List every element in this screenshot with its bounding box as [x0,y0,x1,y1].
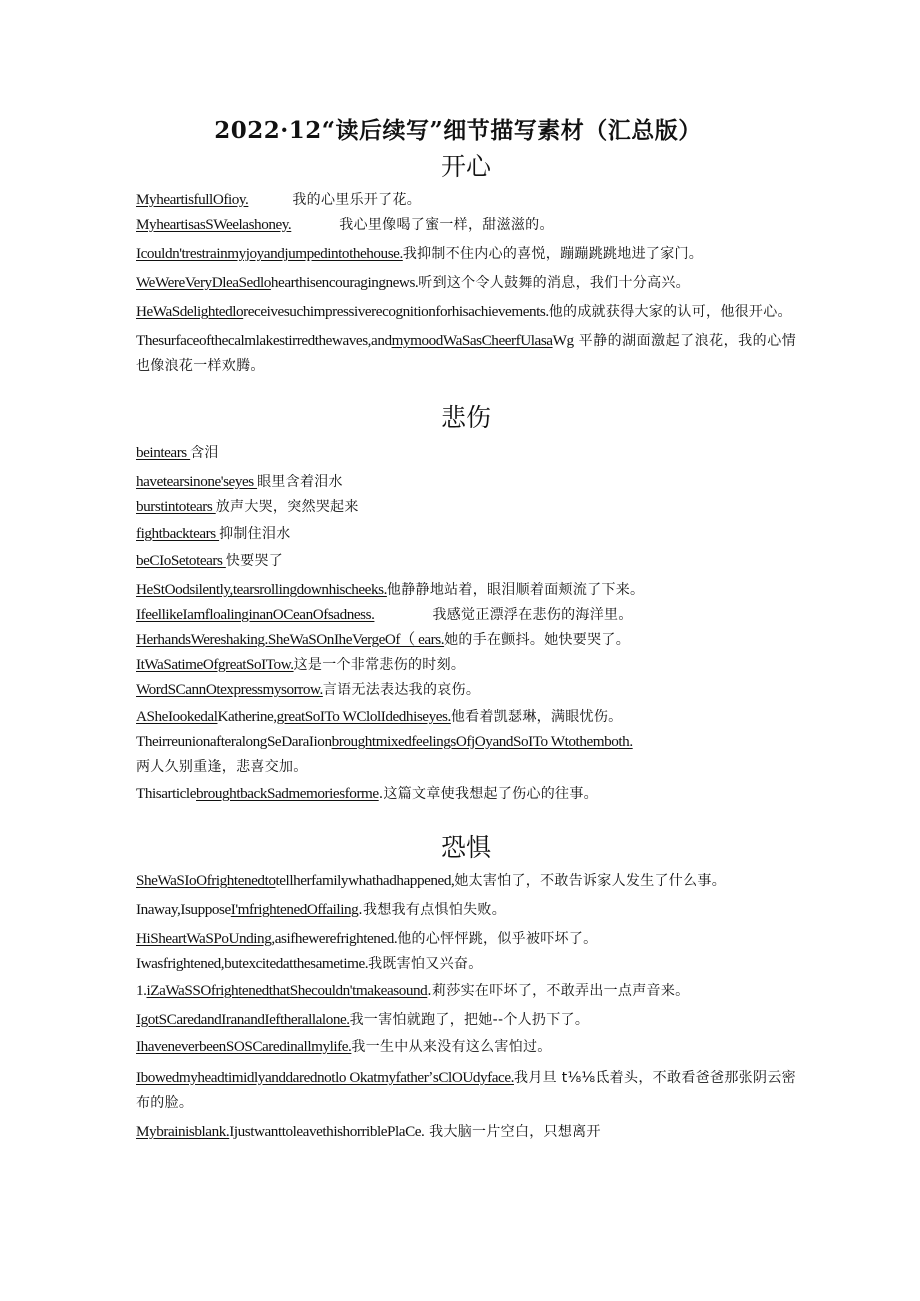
sad-phrase-1-en: beintears [136,444,191,461]
happy-line-6-cn: 平静的湖面激起了浪花，我的心情也像浪花一样欢腾。 [136,333,796,374]
fear-line-4-cn: 我既害怕又兴奋。 [368,956,483,972]
sad-phrase-5-en: beCIoSetotears [136,552,226,569]
sad-phrase-4-en: fightbacktears [136,525,220,542]
fear-line-3-underlined: HiSheartWaSPoUnding [136,930,272,947]
fear-line-7 [136,1034,796,1059]
sad-line-5-cn: 言语无法表达我的哀伤。 [322,682,481,698]
sad-phrase-2-cn: 眼里含着泪水 [257,474,343,490]
fear-line-7-cn: 我一生中从来没有这么害怕过。 [351,1039,552,1055]
fear-line-3-en: ,asifhewerefrightened. [271,930,398,947]
happy-line-4-en: hearthisencouragingnews. [270,274,419,291]
happy-line-6-underlined: mymoodWaSasCheerfUlasa [391,332,553,349]
fear-line-9 [136,1119,796,1144]
sad-line-6-cn: 他看着凯瑟琳，满眼忧伤。 [450,709,623,725]
sad-phrase-3 [136,494,796,519]
section-heading-fear: 恐惧 [440,833,491,862]
fear-line-9-underlined: Mybrainisblank. [136,1123,230,1140]
fear-line-4 [136,951,796,976]
sad-line-7-cn: 两人久别重逢，悲喜交加。 [136,759,308,775]
fear-line-2 [136,897,796,922]
sad-line-4-cn: 这是一个非常悲伤的时刻。 [293,657,466,673]
sad-phrase-4-cn: 抑制住泪水 [219,526,291,542]
fear-line-1-cn: 她太害怕了，不敢告诉家人发生了什么事。 [454,873,727,889]
sad-line-3-cn: 她的手在颤抖。她快要哭了。 [444,632,630,648]
sad-line-2-cn: 我感觉正漂浮在悲伤的海洋里。 [432,607,633,623]
sad-line-6-underlined-1: ASheIookedal [136,708,218,725]
happy-line-5 [136,299,796,324]
happy-line-3 [136,241,796,266]
fear-line-1-en: tellherfamilywhathadhappened, [275,872,455,889]
fear-line-8 [136,1065,796,1115]
happy-line-2 [136,212,796,237]
happy-line-1 [136,187,796,212]
sad-line-5-en: WordSCannOtexpressmysorrow. [136,681,323,698]
sad-line-8 [136,781,796,806]
document-title: 2022·12“读后续写”细节描写素材（汇总版） [214,117,702,144]
sad-line-8-en: Thisarticle [136,785,196,802]
sad-phrase-3-en: burstintotears [136,498,216,515]
fear-line-5-cn: .莉莎实在吓坏了，不敢弄出一点声音来。 [427,983,690,999]
sad-line-8-underlined: broughtbackSadmemoriesforme [196,785,379,802]
happy-line-3-en: Icouldn'trestrainmyjoyandjumpedintothehouse. [136,245,403,262]
sad-line-5 [136,677,796,702]
sad-line-1-en: HeStOodsilently,tearsrollingdownhischeeks. [136,581,387,598]
fear-line-6-cn: 我一害怕就跑了，把她--个人扔下了。 [349,1012,590,1028]
sad-phrase-1 [136,440,796,465]
happy-line-4-cn: 听到这个令人鼓舞的消息，我们十分高兴。 [418,275,690,291]
happy-line-4 [136,270,796,295]
sad-line-7-underlined: broughtmixedfeelingsOfjOyandSoITo Wtothemboth. [331,733,633,750]
fear-line-2-cn: .我想我有点惧怕失败。 [358,902,507,918]
sad-line-7 [136,729,796,779]
happy-line-2-cn: 我心里像喝了蜜一样，甜滋滋的。 [339,217,554,233]
fear-line-2-underlined: I'mfrightenedOffailing [230,901,359,918]
sad-phrase-3-cn: 放声大哭，突然哭起来 [215,499,359,515]
sad-line-3-en: HerhandsWereshaking.SheWaSOnIheVergeOf（ ears. [136,631,445,648]
sad-phrase-1-cn: 含泪 [190,445,219,461]
fear-line-6 [136,1007,796,1032]
sad-line-2 [136,602,796,627]
sad-line-3 [136,627,796,652]
fear-line-5-underlined: iZaWaSSOfrightenedthatShecouldn'tmakeasound [146,982,428,999]
fear-line-8-en: Ibowedmyheadtimidlyanddarednotlo OkatmyfatherʼsClOUdyface. [136,1069,514,1086]
fear-line-8-cn: 我月旦 t⅛⅛氐着头，不敢看爸爸那张阴云密布的脸。 [136,1070,796,1111]
fear-line-1 [136,868,796,893]
fear-line-9-cn: 我大脑一片空白，只想离开 [424,1124,601,1140]
fear-line-2-en: Inaway,Isuppose [136,901,231,918]
sad-line-8-cn: .这篇文章使我想起了伤心的往事。 [378,786,598,802]
happy-line-6-en: Thesurfaceofthecalmlakestirredthewaves,and [136,332,392,349]
fear-line-9-en: IjustwanttoleavethishorriblePlaCe. [229,1123,425,1140]
sad-line-4 [136,652,796,677]
sad-line-7-en: TheirreunionafteralongSeDaraIion [136,733,332,750]
happy-line-5-en: receivesuchimpressiverecognitionforhisachievements. [243,303,549,320]
sad-phrase-5-cn: 快要哭了 [225,553,284,569]
sad-phrase-2-en: havetearsinone'seyes [136,473,258,490]
section-heading-happy: 开心 [440,152,491,181]
fear-line-5-number: 1. [136,982,147,999]
sad-line-6-underlined-2: greatSoITo WClolIdedhiseyes. [276,708,451,725]
sad-line-2-en: IfeellikeIamfloalinginanOCeanOfsadness. [136,606,375,623]
sad-phrase-2 [136,469,796,494]
happy-line-1-en: MyheartisfullOfioy. [136,191,249,208]
sad-phrase-5 [136,548,796,573]
section-heading-sad: 悲伤 [440,403,491,432]
sad-line-1 [136,577,796,602]
happy-line-4-underlined: WeWereVeryDleaSedlo [136,274,271,291]
fear-line-1-underlined: SheWaSIoOfrightenedto [136,872,276,889]
sad-line-1-cn: 他静静地站着，眼泪顺着面颊流了下来。 [386,582,645,598]
sad-phrase-4 [136,521,796,546]
happy-line-6 [136,328,796,378]
happy-line-3-cn: 我抑制不住内心的喜悦，蹦蹦跳跳地进了家门。 [402,246,704,262]
fear-line-6-en: IgotSCaredandIranandIeftherallalone. [136,1011,350,1028]
sad-line-4-en: ItWaSatimeOfgreatSoITow. [136,656,294,673]
fear-line-3 [136,926,796,951]
document-page [136,112,796,1144]
happy-line-5-cn: 他的成就获得大家的认可，他很开心。 [548,304,792,320]
fear-line-3-cn: 他的心怦怦跳，似乎被吓坏了。 [397,931,598,947]
fear-line-7-en: IhaveneverbeenSOSCaredinallmylife. [136,1038,352,1055]
fear-line-4-en: Iwasfrightened,butexcitedatthesametime. [136,955,369,972]
happy-line-1-cn: 我的心里乐开了花。 [292,192,422,208]
happy-line-6-en2: Wg [552,332,574,349]
sad-line-6-en: Katherine, [217,708,277,725]
fear-line-5 [136,978,796,1003]
happy-line-2-en: MyheartisasSWeelashoney. [136,216,292,233]
sad-line-6 [136,704,796,729]
happy-line-5-underlined: HeWaSdelightedlo [136,303,244,320]
